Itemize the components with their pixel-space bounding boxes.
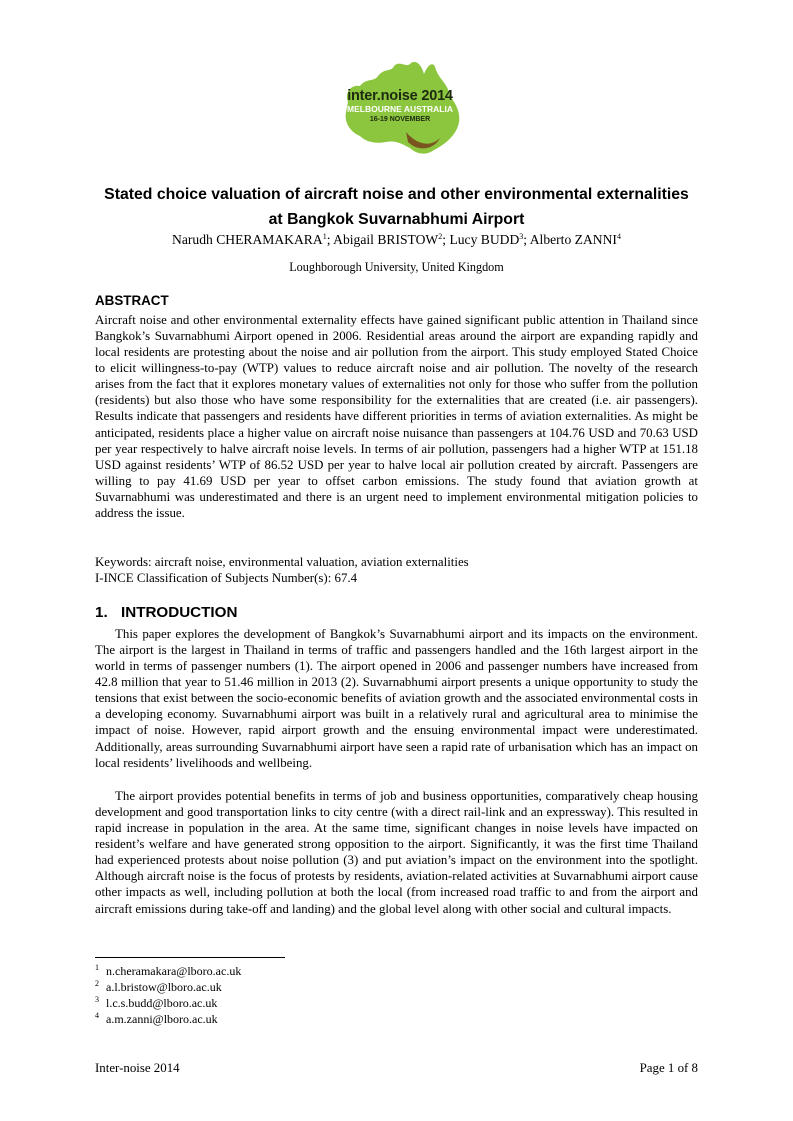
keywords-block xyxy=(95,554,698,586)
author-mark: 3 xyxy=(519,232,524,241)
section-title: INTRODUCTION xyxy=(121,604,238,621)
footnote-email-link[interactable]: a.m.zanni@lboro.ac.uk xyxy=(106,1012,218,1026)
abstract-text: Aircraft noise and other environmental externality effects have gained significant public attention in Thailand since Bangkok’s Suvarnabhumi Airport opened in 2006. Residential areas around the airport are expanding rapidly and local residents are protesting about the noise and air pollution from the airport. This study employed Stated Choice to elicit willingness-to-pay (WTP) values to reduce aircraft noise and air pollution. The novelty of the research arises from the fact that it explores monetary values of externalities not only for those who suffer from the pollution (residents) but also those who have some responsibility for the externalities that are created (i.e. air passengers). Results indicate that passengers and residents have different priorities in terms of aviation externalities. As might be anticipated, residents place a higher value on aircraft noise nuisance than passengers at 104.76 USD and 70.63 USD per year respectively to halve aircraft noise levels. In terms of air pollution, passengers had a higher WTP at 151.18 USD against residents’ WTP of 86.52 USD per year to halve local air pollution created by aircraft. Passengers are willing to pay 41.69 USD per year to offset carbon emissions. The study found that aviation growth at Suvarnabhumi was underestimated and there is an urgent need to implement environmental mitigation policies to address the issue. xyxy=(95,313,698,520)
footnotes xyxy=(95,963,241,1027)
author-name: Alberto ZANNI xyxy=(529,232,617,247)
author-mark: 4 xyxy=(616,232,621,241)
affiliation: Loughborough University, United Kingdom xyxy=(289,260,504,274)
footnote-divider xyxy=(95,957,285,958)
logo-location: MELBOURNE AUSTRALIA xyxy=(347,104,453,114)
introduction-heading xyxy=(95,604,237,621)
keywords: Keywords: aircraft noise, environmental valuation, aviation externalities xyxy=(95,555,469,569)
footnote: $^4$ a.m.zanni@lboro.ac.uk xyxy=(95,1011,218,1026)
footnote: $^1$ n.cheramakara@lboro.ac.uk xyxy=(95,963,242,978)
abstract-heading: ABSTRACT xyxy=(95,293,169,308)
author-mark: 2 xyxy=(438,232,443,241)
author-list: Narudh CHERAMAKARA$^1$; Abigail BRISTOW$^2$; Lucy BUDD$^3$; Alberto ZANNI$^4$ xyxy=(172,232,621,247)
author-name: Lucy BUDD xyxy=(449,232,520,247)
classification: I-INCE Classification of Subjects Number(s): 67.4 xyxy=(95,571,358,585)
introduction-paragraph: The airport provides potential benefits in terms of job and business opportunities, comparatively cheap housing development and good transportation links to city centre (with a direct rail-link and an expressway). This resulted in rapid increase in population in the area. At the same time, significant changes in noise levels have impacted on resident’s welfare and have generated strong opposition to the airport. Significantly, it was the first time Thailand had experienced protests about noise pollution (3) and put aviation’s impact on the environment into the spotlight. Although aircraft noise is the focus of protests by residents, aviation-related activities at Suvarnabhumi airport cause other impacts as well, including pollution at both the local (from increased road traffic to and from the airport and aircraft emissions during take-off and landing) and the global level along with other social and cultural impacts. xyxy=(95,789,698,916)
conference-logo xyxy=(330,56,470,166)
paper-title-line: at Bangkok Suvarnabhumi Airport xyxy=(268,211,525,228)
footer-conference: Inter-noise 2014 xyxy=(95,1061,180,1075)
logo-dates: 16-19 NOVEMBER xyxy=(369,116,431,123)
footer-page-number: Page 1 of 8 xyxy=(639,1061,698,1075)
introduction-paragraph: This paper explores the development of Bangkok’s Suvarnabhumi airport and its impacts on the environment. The airport is the largest in Thailand in terms of traffic and passengers handled and the 16th largest airport in the world in terms of passenger numbers (1). The airport opened in 2006 and passenger numbers have increased from 42.8 million that year to 51.46 million in 2013 (2). Suvarnabhumi airport presents a unique opportunity to study the tensions that exist between the socio-economic benefits of aviation growth and the associated environmental costs in a developing economy. Suvarnabhumi airport was built in a relatively rural and agricultural area to minimise the impact of noise. However, rapid airport growth and the ensuing environmental impact were underestimated. Additionally, areas surrounding Suvarnabhumi airport have seen a rapid rate of urbanisation which has an impact on local residents’ livelihoods and wellbeing. xyxy=(95,627,698,770)
author-name: Narudh CHERAMAKARA xyxy=(172,232,323,247)
paper-title-line: Stated choice valuation of aircraft noise and other environmental externalities xyxy=(104,186,689,203)
footnote-email-link[interactable]: a.l.bristow@lboro.ac.uk xyxy=(106,980,222,994)
footnote: $^2$ a.l.bristow@lboro.ac.uk xyxy=(95,979,222,994)
section-number: 1. xyxy=(95,604,108,621)
author-name: Abigail BRISTOW xyxy=(333,232,439,247)
footnote-email-link[interactable]: n.cheramakara@lboro.ac.uk xyxy=(106,964,242,978)
paper-title xyxy=(96,182,697,232)
author-mark: 1 xyxy=(322,232,327,241)
footnote-email-link[interactable]: l.c.s.budd@lboro.ac.uk xyxy=(106,996,218,1010)
footnote: $^3$ l.c.s.budd@lboro.ac.uk xyxy=(95,995,218,1010)
logo-title: inter.noise 2014 xyxy=(347,88,453,104)
